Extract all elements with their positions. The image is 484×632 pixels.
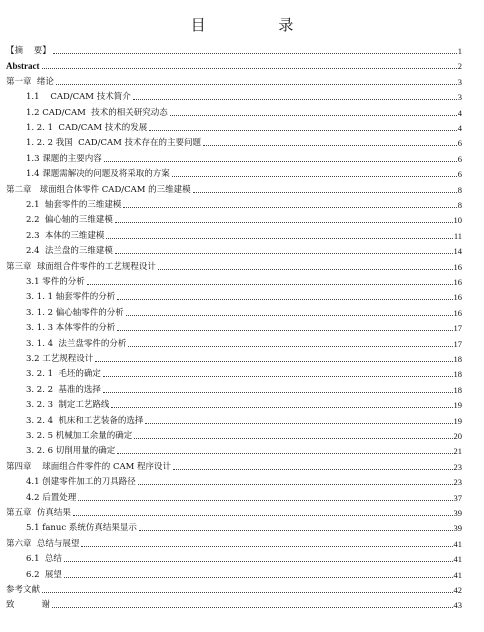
toc-dot-leader	[128, 346, 452, 347]
toc-entry[interactable]	[26, 149, 462, 164]
toc-entry-label: 4.2 后置处理	[26, 492, 77, 503]
toc-entry[interactable]	[26, 364, 462, 379]
toc-page-number: 23	[453, 477, 462, 488]
toc-page-number: 21	[453, 446, 462, 457]
toc-dot-leader	[126, 315, 453, 316]
toc-entry-label: 3. 2. 2 基准的选择	[26, 384, 101, 395]
toc-dot-leader	[117, 330, 452, 331]
toc-entry[interactable]	[26, 472, 462, 487]
toc-page-number: 18	[453, 384, 462, 395]
toc-dot-leader	[115, 253, 453, 254]
toc-entry-label: 第六章 总结与展望	[6, 538, 80, 549]
toc-dot-leader	[42, 68, 457, 69]
toc-dot-leader	[117, 453, 452, 454]
toc-entry[interactable]	[6, 41, 462, 56]
toc-dot-leader	[64, 561, 453, 562]
toc-page-number: 37	[453, 492, 462, 503]
toc-dot-leader	[53, 53, 457, 54]
toc-page-number: 42	[453, 585, 462, 595]
toc-page-number: 19	[453, 415, 462, 426]
toc-entry[interactable]	[26, 210, 462, 225]
toc-entry[interactable]	[26, 318, 462, 333]
toc-dot-leader	[139, 530, 453, 531]
toc-entry-label: Abstract	[6, 61, 40, 72]
toc-entry-label: 2.2 偏心轴的三维建模	[26, 215, 113, 226]
toc-entry[interactable]	[26, 334, 462, 349]
toc-dot-leader	[95, 361, 452, 362]
toc-entry-label: 3. 2. 6 切削用量的确定	[26, 446, 116, 457]
toc-dot-leader	[145, 423, 452, 424]
toc-entry-label: 3. 2. 3 制定工艺路线	[26, 400, 110, 411]
toc-entry[interactable]	[26, 565, 462, 580]
toc-dot-leader	[64, 577, 453, 578]
toc-page-number: 4	[457, 107, 462, 118]
toc-entry[interactable]	[26, 303, 462, 318]
toc-entry[interactable]	[26, 395, 462, 410]
toc-entry-label: 3.1 零件的分析	[26, 277, 85, 287]
toc-dot-leader	[87, 284, 453, 285]
toc-dot-leader	[123, 207, 456, 208]
toc-page-number: 10	[453, 215, 462, 226]
toc-entry[interactable]	[26, 380, 462, 395]
toc-page-number: 6	[457, 138, 462, 149]
toc-entry-label: 1. 2. 2 我国 CAD/CAM 技术存在的主要问题	[26, 138, 202, 149]
toc-dot-leader	[106, 238, 452, 239]
toc-page-number: 3	[457, 92, 462, 103]
toc-page-number: 8	[457, 200, 462, 210]
toc-entry-label: 1.1 CAD/CAM 技术简介	[26, 92, 131, 103]
toc-page-number: 41	[453, 569, 462, 580]
toc-entry-label: 6.1 总结	[26, 554, 62, 565]
toc-entry-label: 1.3 课题的主要内容	[26, 153, 102, 164]
toc-entry-label: 第三章 球面组合件零件的工艺规程设计	[6, 261, 156, 272]
toc-page-number: 1	[457, 46, 462, 56]
toc-entry[interactable]	[6, 534, 462, 549]
toc-entry-label: 5.1 fanuc 系统仿真结果显示	[26, 523, 137, 534]
toc-dot-leader	[56, 84, 457, 85]
toc-page-number: 6	[457, 169, 462, 180]
toc-page-number: 17	[453, 323, 462, 334]
toc-title: 目 录	[190, 16, 328, 34]
toc-page-number: 20	[453, 431, 462, 441]
toc-dot-leader	[158, 269, 453, 270]
toc-entry[interactable]	[6, 72, 462, 87]
toc-page-number: 11	[453, 230, 462, 241]
toc-entry-label: 2.1 轴套零件的三维建模	[26, 200, 122, 210]
toc-entry-label: 第二章 球面组合体零件 CAD/CAM 的三维建模	[6, 184, 191, 195]
toc-entry-label: 参考文献	[6, 585, 41, 595]
toc-entry[interactable]	[26, 426, 462, 441]
toc-dot-leader	[111, 407, 452, 408]
toc-dot-leader	[203, 145, 457, 146]
toc-page-number: 18	[453, 354, 462, 364]
toc-page-number: 16	[453, 292, 462, 303]
toc-page-number: 23	[453, 461, 462, 472]
toc-entry[interactable]	[26, 272, 462, 287]
toc-entry[interactable]	[26, 287, 462, 302]
toc-page-number: 16	[453, 261, 462, 272]
toc-dot-leader	[173, 469, 452, 470]
toc-entry-label: 3. 1. 1 轴套零件的分析	[26, 292, 116, 303]
toc-dot-leader	[134, 438, 452, 439]
toc-entry[interactable]	[26, 103, 462, 118]
toc-dot-leader	[117, 299, 452, 300]
toc-dot-leader	[104, 161, 457, 162]
toc-entry-label: 3.2 工艺规程设计	[26, 354, 94, 364]
toc-entry-label: 3. 1. 4 法兰盘零件的分析	[26, 338, 127, 349]
toc-entry-label: 4.1 创建零件加工的刀具路径	[26, 477, 136, 488]
toc-dot-leader	[193, 192, 457, 193]
toc-dot-leader	[81, 546, 452, 547]
toc-dot-leader	[138, 484, 453, 485]
toc-entry[interactable]	[26, 118, 462, 133]
toc-entry[interactable]	[26, 549, 462, 564]
toc-entry[interactable]	[26, 87, 462, 102]
toc-entry[interactable]	[6, 457, 462, 472]
toc-page-number: 4	[457, 123, 462, 133]
toc-entry[interactable]	[6, 595, 462, 610]
toc-entry-label: 1.2 CAD/CAM 技术的相关研究动态	[26, 107, 168, 118]
toc-entry[interactable]	[6, 580, 462, 595]
toc-entry-label: 【摘 要】	[6, 46, 51, 56]
toc-page-number: 6	[457, 153, 462, 164]
toc-entry-label: 2.4 法兰盘的三维建模	[26, 246, 113, 257]
toc-page-number: 17	[453, 338, 462, 349]
toc-page-number: 39	[453, 523, 462, 534]
toc-page-number: 41	[453, 538, 462, 549]
toc-dot-leader	[73, 515, 453, 516]
toc-entry-label: 6.2 展望	[26, 569, 62, 580]
toc-entry[interactable]	[26, 164, 462, 179]
toc-page-number: 16	[453, 307, 462, 318]
toc-entry[interactable]	[26, 349, 462, 364]
toc-entry-label: 第四章 球面组合件零件的 CAM 程序设计	[6, 461, 172, 472]
toc-page-number: 39	[453, 508, 462, 518]
toc-dot-leader	[42, 592, 452, 593]
toc-dot-leader	[170, 115, 457, 116]
toc-entry-label: 3. 2. 4 机床和工艺装备的选择	[26, 415, 144, 426]
toc-page-number: 41	[453, 554, 462, 565]
toc-page-number: 16	[453, 277, 462, 287]
toc-dot-leader	[78, 500, 452, 501]
toc-entry-label: 致 谢	[6, 600, 51, 611]
toc-dot-leader	[149, 130, 456, 131]
toc-entry-label: 2.3 本体的三维建模	[26, 230, 105, 241]
toc-entry[interactable]	[26, 195, 462, 210]
toc-entry[interactable]	[26, 226, 462, 241]
toc-page-number: 43	[453, 600, 462, 611]
toc-entry-label: 1.4 课题需解决的问题及将采取的方案	[26, 169, 170, 180]
toc-dot-leader	[172, 176, 457, 177]
toc-entry[interactable]	[6, 180, 462, 195]
toc-entry-label: 第五章 仿真结果	[6, 508, 71, 518]
toc-dot-leader	[133, 99, 457, 100]
toc-page-number: 19	[453, 400, 462, 411]
toc-page-number: 2	[457, 61, 462, 72]
toc-entry-label: 3. 1. 2 偏心轴零件的分析	[26, 307, 124, 318]
toc-entry[interactable]	[26, 133, 462, 148]
toc-dot-leader	[103, 392, 453, 393]
toc-entry[interactable]	[6, 503, 462, 518]
toc-dot-leader	[52, 607, 452, 608]
toc-entry[interactable]	[26, 488, 462, 503]
toc-entry[interactable]	[26, 241, 462, 256]
toc-entry-label: 3. 2. 1 毛坯的确定	[26, 369, 101, 380]
toc-entry[interactable]	[26, 441, 462, 456]
toc-page-number: 14	[453, 246, 462, 257]
toc-dot-leader	[103, 376, 453, 377]
toc-page-number: 8	[457, 184, 462, 195]
toc-entry[interactable]	[26, 411, 462, 426]
toc-entry[interactable]	[6, 56, 462, 71]
toc-entry-label: 第一章 绪论	[6, 76, 54, 87]
toc-page-number: 3	[457, 76, 462, 87]
toc-entry-label: 1. 2. 1 CAD/CAM 技术的发展	[26, 123, 148, 133]
toc-dot-leader	[115, 222, 453, 223]
toc-entry[interactable]	[26, 518, 462, 533]
toc-entry-label: 3. 2. 5 机械加工余量的确定	[26, 431, 133, 441]
toc-entry-label: 3. 1. 3 本体零件的分析	[26, 323, 116, 334]
toc-entry[interactable]	[6, 257, 462, 272]
toc-page-number: 18	[453, 369, 462, 380]
